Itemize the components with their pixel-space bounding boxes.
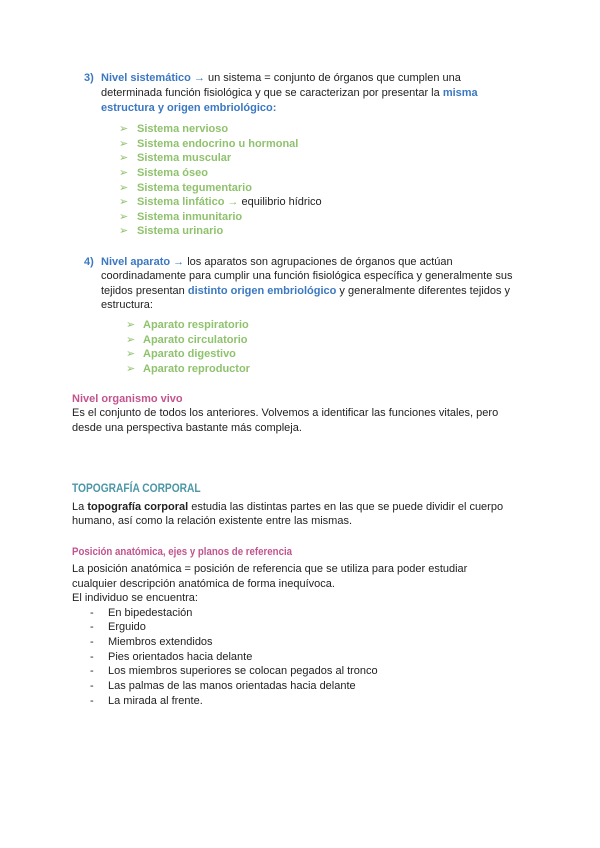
- item-4-arrow: →: [173, 256, 185, 268]
- list-item: Miembros extendidos: [108, 636, 213, 648]
- list-item: Sistema tegumentario: [137, 182, 252, 194]
- list-item: Sistema muscular: [137, 152, 232, 164]
- list-item: Aparato digestivo: [143, 348, 236, 360]
- list-item-label: Sistema linfático: [137, 196, 225, 208]
- list-item: Aparato respiratorio: [143, 319, 249, 331]
- list-item: Sistema óseo: [137, 167, 208, 179]
- list-item: La mirada al frente.: [108, 695, 203, 707]
- item-4-text-3b: y generalmente diferentes tejidos y: [339, 285, 511, 297]
- posicion-line-2: cualquier descripción anatómica de forma inequívoca.: [72, 578, 335, 590]
- item-4-text-2: coordinadamente para cumplir una función fisiológica específica y generalmente sus: [101, 270, 513, 282]
- arrow-bullet-icon: ➢: [119, 211, 129, 223]
- topografia-line-2: humano, así como la relación existente entre las mismas.: [72, 515, 353, 527]
- organismo-line-2: desde una perspectiva bastante más compleja.: [72, 422, 302, 434]
- item-3-text-2: determinada función fisiológica y que se caracterizan por presentar la: [101, 87, 440, 99]
- item-4-emphasis: distinto origen embriológico: [187, 285, 337, 297]
- topografia-text-1a: La: [72, 501, 85, 513]
- arrow-bullet-icon: ➢: [126, 363, 136, 375]
- posicion-line-3: El individuo se encuentra:: [72, 592, 198, 604]
- arrow-bullet-icon: ➢: [119, 182, 129, 194]
- item-4-text-1: los aparatos son agrupaciones de órganos que actúan: [187, 256, 453, 268]
- list-item: Pies orientados hacia delante: [108, 651, 253, 663]
- arrow-bullet-icon: ➢: [119, 123, 129, 135]
- arrow-bullet-icon: ➢: [126, 348, 136, 360]
- item-4-text-3a: tejidos presentan: [101, 285, 185, 297]
- list-item: Aparato reproductor: [143, 363, 250, 375]
- arrow-bullet-icon: ➢: [119, 138, 129, 150]
- list-item: En bipedestación: [108, 607, 193, 619]
- item-4-line-1: [101, 255, 453, 269]
- item-4-text-4: estructura:: [101, 299, 153, 311]
- organismo-heading: Nivel organismo vivo: [72, 393, 183, 405]
- item-3-number: 3): [84, 72, 94, 84]
- item-3-line-1: [101, 71, 461, 85]
- organismo-line-1: Es el conjunto de todos los anteriores. Volvemos a identificar las funciones vitales, pero: [72, 407, 499, 419]
- arrow-bullet-icon: ➢: [119, 196, 129, 208]
- dash-bullet: -: [90, 607, 94, 619]
- item-3-emphasis-1: misma: [442, 87, 478, 99]
- list-item: Aparato circulatorio: [143, 334, 248, 346]
- arrow-icon: →: [227, 196, 239, 208]
- topografia-text-1c: estudia las distintas partes en las que se puede dividir el cuerpo: [191, 501, 504, 513]
- item-3-emphasis-2: estructura y origen embriológico:: [101, 102, 277, 114]
- item-3-arrow: →: [193, 72, 205, 84]
- list-item: Las palmas de las manos orientadas hacia delante: [108, 680, 356, 692]
- list-item: Sistema endocrino u hormonal: [137, 138, 299, 150]
- list-item: Sistema urinario: [137, 225, 224, 237]
- dash-bullet: -: [90, 621, 94, 633]
- item-4-line-2: [101, 269, 513, 283]
- posicion-heading: Posición anatómica, ejes y planos de referencia: [72, 546, 293, 558]
- item-3-line-2: [101, 86, 478, 100]
- item-4-heading: Nivel aparato: [101, 256, 171, 268]
- dash-bullet: -: [90, 636, 94, 648]
- item-3-text-1: un sistema = conjunto de órganos que cumplen una: [208, 72, 461, 84]
- item-3-line-3: [101, 101, 276, 115]
- topografia-heading: TOPOGRAFÍA CORPORAL: [72, 481, 201, 495]
- list-item: Sistema nervioso: [137, 123, 229, 135]
- list-item: Sistema inmunitario: [137, 211, 243, 223]
- list-item: Erguido: [108, 621, 146, 633]
- arrow-bullet-icon: ➢: [119, 225, 129, 237]
- arrow-bullet-icon: ➢: [126, 319, 136, 331]
- arrow-bullet-icon: ➢: [126, 334, 136, 346]
- dash-bullet: -: [90, 665, 94, 677]
- item-3-heading: Nivel sistemático: [101, 72, 191, 84]
- arrow-bullet-icon: ➢: [119, 167, 129, 179]
- topografia-term: topografía corporal: [87, 501, 189, 513]
- list-item: Los miembros superiores se colocan pegados al tronco: [108, 665, 378, 677]
- arrow-bullet-icon: ➢: [119, 152, 129, 164]
- list-item: [137, 195, 322, 209]
- topografia-line-1: [72, 500, 503, 514]
- dash-bullet: -: [90, 651, 94, 663]
- item-4-number: 4): [84, 256, 94, 268]
- dash-bullet: -: [90, 680, 94, 692]
- linfatico-note: equilibrio hídrico: [241, 196, 322, 208]
- posicion-line-1: La posición anatómica = posición de referencia que se utiliza para poder estudiar: [72, 563, 468, 575]
- dash-bullet: -: [90, 695, 94, 707]
- item-4-line-4: [101, 298, 153, 312]
- item-4-line-3: [101, 284, 510, 298]
